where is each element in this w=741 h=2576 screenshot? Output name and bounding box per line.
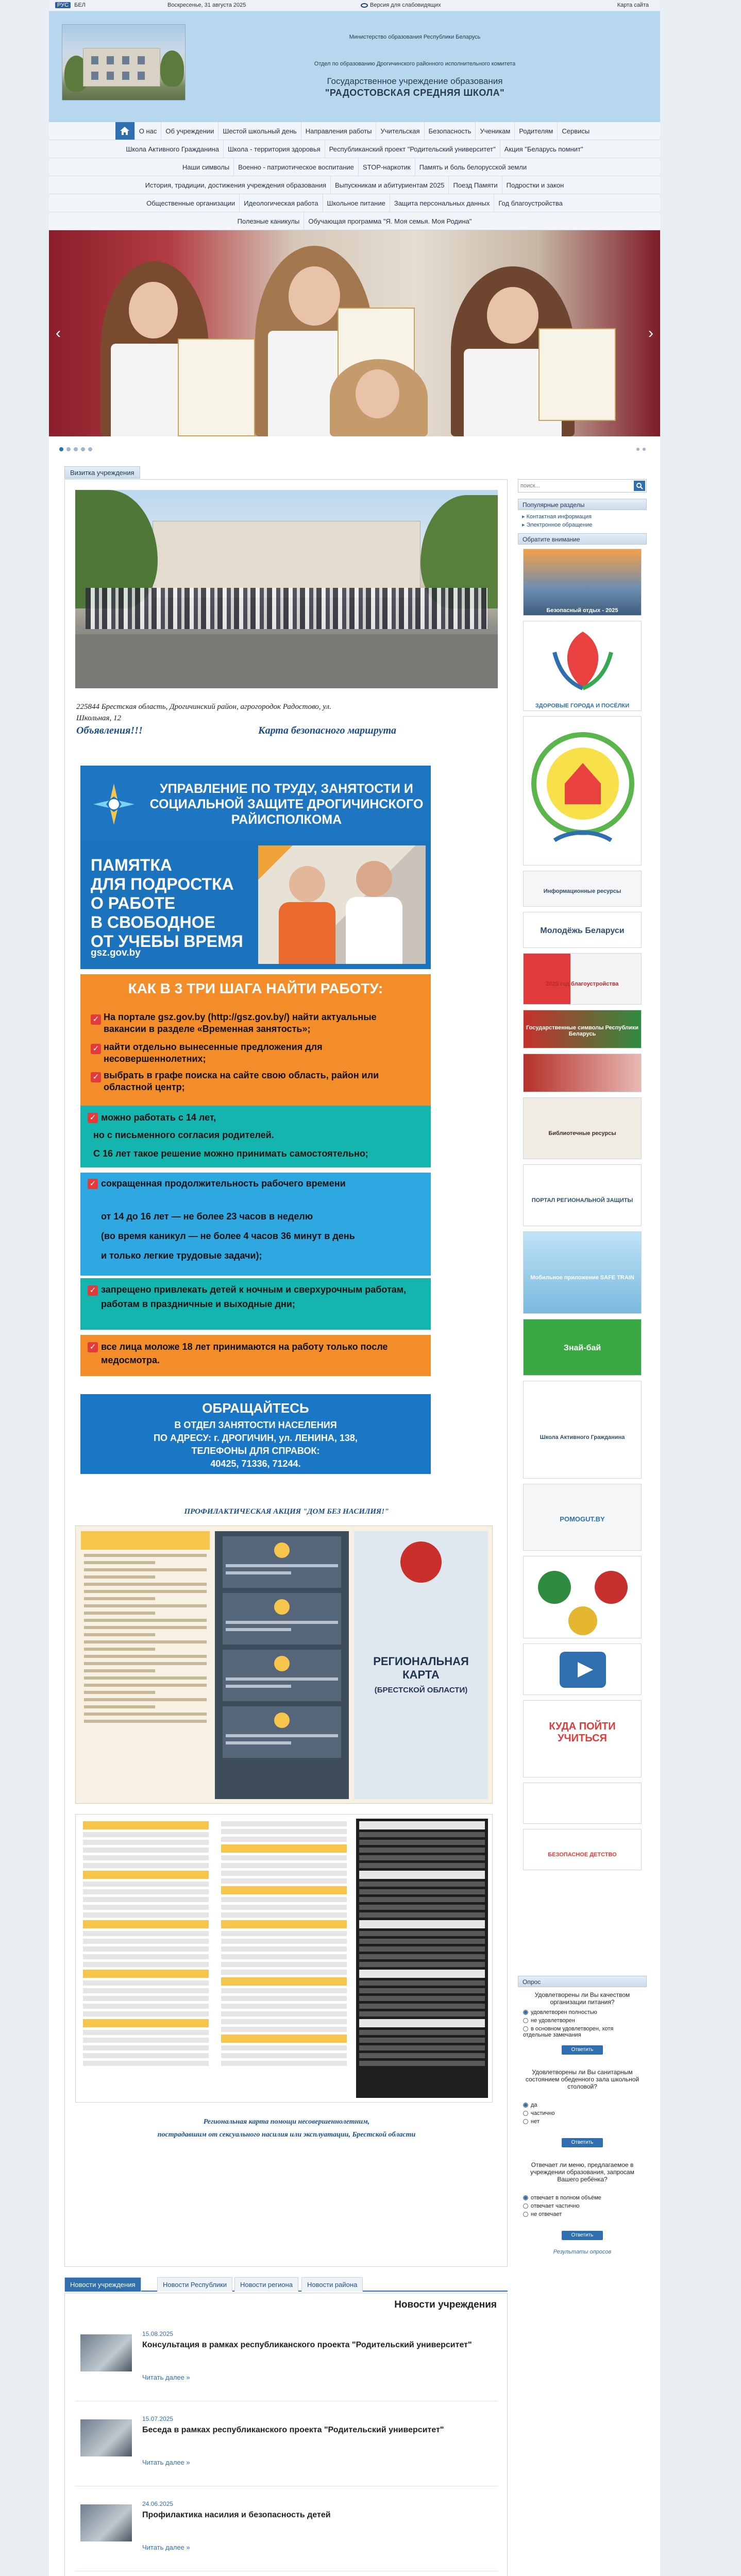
map-caption: пострадавшим от сексуального насилия или эксплуатации, Брестской области xyxy=(157,2131,416,2139)
nav-stop-drugs[interactable]: STOP-наркотик xyxy=(359,158,415,176)
language-switch xyxy=(55,2,88,8)
healthy-cities-banner[interactable] xyxy=(523,621,642,711)
pause-icon[interactable] xyxy=(636,448,639,451)
poster-column xyxy=(81,1531,210,1799)
poll-option-label: в основном удовлетворен, хотя отдельные замечания xyxy=(523,2026,614,2038)
memo-line: ПАМЯТКА xyxy=(91,856,172,874)
library-banner[interactable] xyxy=(523,1097,642,1159)
memo-title xyxy=(91,856,256,951)
forbidden-work-banner xyxy=(80,1278,431,1330)
rule-text: (во время каникул — не более 4 часов 36 минут в день xyxy=(101,1231,355,1241)
banner-caption: КУДА ПОЙТИ УЧИТЬСЯ xyxy=(549,1721,616,1744)
emblems-icons xyxy=(524,1556,642,1638)
radio-icon xyxy=(523,2018,528,2023)
building-shape xyxy=(153,521,420,598)
labor-department-logo xyxy=(91,781,137,827)
help-contacts-poster[interactable] xyxy=(75,1814,493,2103)
read-more-link[interactable]: Читать далее » xyxy=(142,2374,190,2381)
school-photo[interactable] xyxy=(75,490,498,688)
search-box xyxy=(518,479,647,493)
banner-caption: БЕЗОПАСНОЕ ДЕТСТВО xyxy=(548,1852,617,1858)
poll-option-label: частично xyxy=(531,2110,555,2116)
search-input[interactable] xyxy=(520,481,629,490)
poster-subtitle: (БРЕСТСКОЙ ОБЛАСТИ) xyxy=(374,1686,468,1694)
rule-text: от 14 до 16 лет — не более 23 часов в неделю xyxy=(101,1211,313,1222)
slider-prev-arrow[interactable]: ‹ xyxy=(56,325,61,342)
pomogut-banner[interactable] xyxy=(523,1484,642,1551)
contact-line: В ОТДЕЛ ЗАНЯТОСТИ НАСЕЛЕНИЯ xyxy=(174,1420,337,1430)
poll-option-label: отвечает в полном объёме xyxy=(531,2195,601,2201)
step-text: выбрать в графе поиска на сайте свою область, район или областной центр; xyxy=(104,1070,379,1092)
news-title[interactable]: Консультация в рамках республиканского проекта "Родительский университет" xyxy=(142,2341,472,2349)
safe-train-banner[interactable] xyxy=(523,1231,642,1314)
nav-row xyxy=(49,194,660,212)
search-icon xyxy=(636,482,643,489)
address-line: Школьная, 12 xyxy=(76,714,121,722)
photo-slider[interactable] xyxy=(49,230,660,436)
poll-option[interactable] xyxy=(523,2195,642,2201)
state-symbols-banner[interactable] xyxy=(523,1010,642,1048)
banner-caption: Государственные символы Республики Беларусь xyxy=(526,1025,639,1037)
news-date: 15.08.2025 xyxy=(142,2330,174,2337)
news-item xyxy=(75,2319,498,2401)
nav-teachers[interactable]: Учительская xyxy=(376,122,424,140)
poll-option[interactable] xyxy=(523,2211,642,2217)
slider-dot[interactable] xyxy=(88,447,92,451)
poll-question: Отвечает ли меню, предлагаемое в учреждении образования, запросам Вашего ребёнка? xyxy=(530,2161,634,2183)
nav-organizations[interactable]: Общественные организации xyxy=(142,194,240,212)
nav-directions[interactable]: Направления работы xyxy=(301,122,377,140)
banner-title: УПРАВЛЕНИЕ ПО ТРУДУ, ЗАНЯТОСТИ И СОЦИАЛЬНОЙ ЗАЩИТЕ ДРОГИЧИНСКОГО РАЙИСПОЛКОМА xyxy=(149,782,424,827)
memo-line: В СВОБОДНОЕ xyxy=(91,913,215,931)
poll-option-label: удовлетворен полностью xyxy=(531,2009,597,2015)
nav-holidays[interactable]: Полезные каникулы xyxy=(233,212,305,230)
improvement-year-banner[interactable] xyxy=(523,953,642,1005)
info-resources-banner[interactable] xyxy=(523,871,642,907)
nav-safety[interactable]: Безопасность xyxy=(425,122,476,140)
video-banner[interactable] xyxy=(523,1643,642,1695)
nav-institution[interactable]: Об учреждении xyxy=(161,122,218,140)
news-item xyxy=(75,2574,498,2576)
tab-district-news[interactable]: Новости района xyxy=(301,2277,363,2292)
phone-icon xyxy=(274,1656,290,1671)
nav-belarus-remembers[interactable]: Акция "Беларусь помнит" xyxy=(504,145,583,153)
news-date: 24.06.2025 xyxy=(142,2500,174,2507)
e-appeal-link[interactable]: ▸ Электронное обращение xyxy=(522,521,592,528)
check-icon: ✓ xyxy=(88,1113,98,1123)
poll-option[interactable] xyxy=(523,2102,642,2108)
home-icon xyxy=(274,1599,290,1615)
slider-next-arrow[interactable]: › xyxy=(648,325,653,342)
nav-improvement-year[interactable]: Год благоустройства xyxy=(498,199,563,207)
map-caption: Региональная карта помощи несовершеннолетним, xyxy=(203,2118,370,2126)
slider-dot[interactable] xyxy=(66,447,71,451)
contact-info-link[interactable]: ▸ Контактная информация xyxy=(522,513,592,520)
video-icon xyxy=(524,1644,642,1695)
banner-caption: Мобильное приложение SAFE TRAIN xyxy=(530,1275,634,1281)
nav-teens-law[interactable]: Подростки и закон xyxy=(506,181,564,189)
poll-option[interactable] xyxy=(523,2110,642,2116)
memo-line: ДЛЯ ПОДРОСТКА xyxy=(91,875,234,893)
poll-submit-button[interactable]: Ответить xyxy=(562,2138,603,2147)
banner-caption: Информационные ресурсы xyxy=(543,888,621,894)
top-bar xyxy=(49,0,660,11)
school-name: "РАДОСТОВСКАЯ СРЕДНЯЯ ШКОЛА" xyxy=(325,88,505,98)
poll-option[interactable] xyxy=(523,2018,642,2024)
healthy-cities-logo xyxy=(524,621,642,711)
poll-head: Опрос xyxy=(518,1976,647,1987)
phone-icon xyxy=(274,1543,290,1558)
brest-region-emblem xyxy=(400,1541,442,1583)
building-shape xyxy=(83,48,160,87)
lang-ru-link[interactable]: РУС xyxy=(55,2,71,8)
help-map-poster[interactable] xyxy=(75,1526,493,1804)
nav-ideology[interactable]: Идеологическая работа xyxy=(240,194,323,212)
news-thumbnail[interactable] xyxy=(80,2419,132,2456)
poll-option-label: не удовлетворен xyxy=(531,2018,575,2024)
radio-icon xyxy=(523,2010,528,2015)
radio-icon xyxy=(523,2026,528,2031)
rule-text: С 16 лет такое решение можно принимать самостоятельно; xyxy=(93,1148,368,1159)
poll-option-label: да xyxy=(531,2102,537,2108)
rule-text: все лица моложе 18 лет принимаются на работу только после медосмотра. xyxy=(101,1342,388,1365)
play-icon[interactable] xyxy=(643,448,646,451)
work-hours-banner xyxy=(80,1173,431,1276)
poll-option-label: отвечает частично xyxy=(531,2203,580,2209)
check-icon: ✓ xyxy=(88,1342,98,1352)
rule-text: можно работать с 14 лет, xyxy=(101,1112,216,1123)
rule-text: и только легкие трудовые задачи); xyxy=(101,1250,262,1261)
low-vision-label: Версия для слабовидящих xyxy=(370,2,441,8)
main-content xyxy=(64,479,508,2267)
nav-row xyxy=(49,122,660,140)
nav-history[interactable]: История, традиции, достижения учреждения образования xyxy=(141,176,331,194)
slider-dot[interactable] xyxy=(81,447,85,451)
school-logo-photo[interactable] xyxy=(62,24,186,100)
poster-title: РЕГИОНАЛЬНАЯ КАРТА xyxy=(373,1655,469,1681)
news-tabs xyxy=(64,2277,508,2292)
home-icon xyxy=(120,126,130,136)
banner-caption: Молодёжь Беларуси xyxy=(540,926,625,935)
poll-question: Удовлетворены ли Вы санитарным состоянием обеденного зала школьной столовой? xyxy=(525,2069,639,2090)
prevention-campaign-title[interactable]: ПРОФИЛАКТИЧЕСКАЯ АКЦИЯ "ДОМ БЕЗ НАСИЛИЯ!" xyxy=(184,1507,389,1516)
nav-military[interactable]: Военно - патриотическое воспитание xyxy=(234,158,359,176)
poll-results-link[interactable]: Результаты опросов xyxy=(553,2249,612,2255)
schoolyard xyxy=(75,634,498,688)
banner-caption: Школа Активного Гражданина xyxy=(540,1434,625,1440)
check-icon: ✓ xyxy=(91,1072,101,1082)
teen-memo-banner[interactable] xyxy=(80,840,431,969)
home-button[interactable] xyxy=(115,122,135,140)
memo-line: ОТ УЧЕБЫ ВРЕМЯ xyxy=(91,932,243,951)
nav-services[interactable]: Сервисы xyxy=(562,127,590,135)
poll-option[interactable] xyxy=(523,2203,642,2209)
memo-site: gsz.gov.by xyxy=(91,947,141,958)
nav-row xyxy=(49,158,660,176)
poll-option[interactable] xyxy=(523,2009,642,2015)
news-item xyxy=(75,2404,498,2486)
rule-text: но с письменного согласия родителей. xyxy=(93,1130,274,1140)
poster-header-block xyxy=(81,1531,210,1550)
employment-contact-banner xyxy=(80,1394,431,1474)
announcements-link[interactable]: Объявления!!! xyxy=(76,725,143,736)
slider-dot[interactable] xyxy=(74,447,78,451)
nav-row xyxy=(49,176,660,194)
poll-option[interactable] xyxy=(523,2119,642,2125)
low-vision-link[interactable] xyxy=(361,2,441,8)
nav-memory[interactable]: Память и боль белорусской земли xyxy=(419,163,527,171)
address-line: 225844 Брестская область, Дрогичинский район, агрогородок Радостово, ул. xyxy=(76,703,331,711)
nav-active-citizen[interactable]: Школа Активного Гражданина xyxy=(122,140,224,158)
job-steps-banner xyxy=(80,974,431,1106)
banner-caption: Знай-бай xyxy=(563,1344,601,1352)
slider-pagination xyxy=(49,436,660,462)
site-header xyxy=(49,11,660,122)
health-school-emblem xyxy=(524,717,642,866)
tab-school-news[interactable]: Новости учреждения xyxy=(64,2277,141,2292)
contact-line: ПО АДРЕСУ: г. ДРОГИЧИН, ул. ЛЕНИНА, 138, xyxy=(154,1433,358,1443)
nav-symbols[interactable]: Наши символы xyxy=(178,158,234,176)
safe-route-link[interactable]: Карта безопасного маршрута xyxy=(258,725,397,736)
banner-caption: POMOGUT.BY xyxy=(560,1515,605,1523)
nav-nutrition[interactable]: Школьное питание xyxy=(323,194,390,212)
radio-icon xyxy=(523,2204,528,2209)
nav-row xyxy=(49,140,660,158)
department-title: Отдел по образованию Дрогичинского районного исполнительного комитета xyxy=(314,61,516,67)
shield-icon xyxy=(274,1713,290,1728)
news-list xyxy=(64,2293,508,2576)
nav-parent-university[interactable]: Республиканский проект "Родительский университет" xyxy=(325,140,500,158)
radio-icon xyxy=(523,2119,528,2124)
medical-check-banner xyxy=(80,1335,431,1376)
poster-table xyxy=(218,1819,350,2098)
tab-region-news[interactable]: Новости региона xyxy=(234,2277,298,2292)
age-rules-banner xyxy=(80,1106,431,1167)
slide-diploma xyxy=(178,338,255,436)
ministry-title: Министерство образования Республики Беларусь xyxy=(349,34,481,40)
news-date: 15.07.2025 xyxy=(142,2415,174,2422)
youth-belarus-banner[interactable] xyxy=(523,912,642,948)
tree-shape xyxy=(160,50,184,87)
active-citizen-banner[interactable] xyxy=(523,1381,642,1479)
poll-submit-button[interactable]: Ответить xyxy=(562,2045,603,2055)
institution-kind: Государственное учреждение образования xyxy=(327,76,503,86)
poll-option-label: нет xyxy=(531,2119,540,2125)
memo-line: О РАБОТЕ xyxy=(91,894,176,912)
banner-caption: Безопасный отдых - 2025 xyxy=(546,607,618,614)
nav-family-program[interactable]: Обучающая программа "Я. Моя семья. Моя Родина" xyxy=(308,217,472,225)
school-address xyxy=(76,701,478,724)
memo-photo xyxy=(258,845,426,964)
banner-caption: Библиотечные ресурсы xyxy=(548,1130,616,1137)
section-title: Визитка учреждения xyxy=(64,466,140,479)
banner-caption: ЗДОРОВЫЕ ГОРОДА И ПОСЁЛКИ xyxy=(535,703,630,709)
rule-text: сокращенная продолжительность рабочего времени xyxy=(101,1178,346,1189)
poster-table xyxy=(80,1819,212,2098)
poll-question: Удовлетворены ли Вы качеством организации питания? xyxy=(534,1991,630,2006)
state-symbols-banner-2[interactable] xyxy=(523,1054,642,1092)
poll-option-label: не отвечает xyxy=(531,2211,562,2217)
check-icon: ✓ xyxy=(91,1014,101,1025)
tab-republic-news[interactable]: Новости Республики xyxy=(157,2277,232,2292)
poster-table xyxy=(356,1819,488,2098)
nav-memory-train[interactable]: Поезд Памяти xyxy=(449,176,502,194)
nav-students[interactable]: Ученикам xyxy=(476,122,515,140)
search-button[interactable] xyxy=(634,481,645,491)
contact-line: ТЕЛЕФОНЫ ДЛЯ СПРАВОК: xyxy=(191,1446,320,1456)
step-text: На портале gsz.gov.by (http://gsz.gov.by/) найти актуальные вакансии в разделе «Временная занятость»; xyxy=(104,1012,377,1034)
radio-icon xyxy=(523,2212,528,2217)
poll-submit-button[interactable]: Ответить xyxy=(562,2231,603,2240)
check-icon: ✓ xyxy=(91,1044,101,1054)
nav-about[interactable]: О нас xyxy=(135,122,162,140)
poster-column xyxy=(354,1531,488,1799)
emblems-banner[interactable] xyxy=(523,1556,642,1638)
slide-person xyxy=(330,359,428,436)
slide-diploma xyxy=(538,328,616,421)
nav-parents[interactable]: Родителям xyxy=(515,122,558,140)
lang-by-link[interactable]: БЕЛ xyxy=(74,2,86,8)
check-icon: ✓ xyxy=(88,1179,98,1189)
nav-graduates[interactable]: Выпускникам и абитуриентам 2025 xyxy=(331,176,449,194)
rule-text: запрещено привлекать детей к ночным и сверхурочным работам, работам в праздничные и выходные дни; xyxy=(101,1284,407,1309)
page xyxy=(49,0,660,2576)
banner-caption: ПОРТАЛ РЕГИОНАЛЬНОЙ ЗАЩИТЫ xyxy=(531,1197,633,1204)
eye-icon xyxy=(361,3,368,8)
steps-title: КАК В 3 ТРИ ШАГА НАЙТИ РАБОТУ: xyxy=(128,980,383,996)
banner-caption: 2025 год благоустройства xyxy=(546,981,619,987)
nav-sixth-day[interactable]: Шестой школьный день xyxy=(218,122,301,140)
radio-icon xyxy=(523,2195,528,2200)
safe-childhood-banner[interactable] xyxy=(523,1829,642,1870)
where-to-study-banner[interactable] xyxy=(523,1700,642,1777)
attention-head: Обратите внимание xyxy=(518,533,647,545)
anti-violence-banner[interactable] xyxy=(523,1783,642,1824)
news-item xyxy=(75,2489,498,2571)
slider-dot[interactable] xyxy=(59,447,63,451)
health-school-banner[interactable] xyxy=(523,716,642,866)
poll-option[interactable] xyxy=(523,2026,642,2038)
poster-column xyxy=(215,1531,349,1799)
contact-line: 40425, 71336, 71244. xyxy=(210,1459,301,1469)
news-title[interactable]: Беседа в рамках республиканского проекта "Родительский университет" xyxy=(142,2426,444,2434)
radio-icon xyxy=(523,2103,528,2108)
news-title[interactable]: Профилактика насилия и безопасность детей xyxy=(142,2511,331,2519)
know-bay-banner[interactable] xyxy=(523,1319,642,1376)
nav-personal-data[interactable]: Защита персональных данных xyxy=(390,194,495,212)
step-text: найти отдельно вынесенные предложения для несовершеннолетних; xyxy=(104,1042,323,1064)
news-thumbnail[interactable] xyxy=(80,2334,132,2371)
read-more-link[interactable]: Читать далее » xyxy=(142,2459,190,2466)
news-thumbnail[interactable] xyxy=(80,2504,132,2541)
nav-health-school[interactable]: Школа - территория здоровья xyxy=(224,140,325,158)
popular-sections-head: Популярные разделы xyxy=(518,499,647,510)
current-date: Воскресенье, 31 августа 2025 xyxy=(167,2,246,8)
labor-department-banner[interactable] xyxy=(80,766,431,840)
radio-icon xyxy=(523,2111,528,2116)
read-more-link[interactable]: Читать далее » xyxy=(142,2544,190,2551)
regional-portal-banner[interactable] xyxy=(523,1164,642,1226)
sitemap-link[interactable]: Карта сайта xyxy=(617,2,649,8)
check-icon: ✓ xyxy=(88,1285,98,1296)
nav-row xyxy=(49,212,660,230)
safe-rest-banner[interactable] xyxy=(523,549,642,616)
students-crowd xyxy=(86,588,487,629)
main-navigation xyxy=(49,122,660,230)
contact-title: ОБРАЩАЙТЕСЬ xyxy=(202,1400,309,1416)
news-heading: Новости учреждения xyxy=(394,2299,497,2310)
